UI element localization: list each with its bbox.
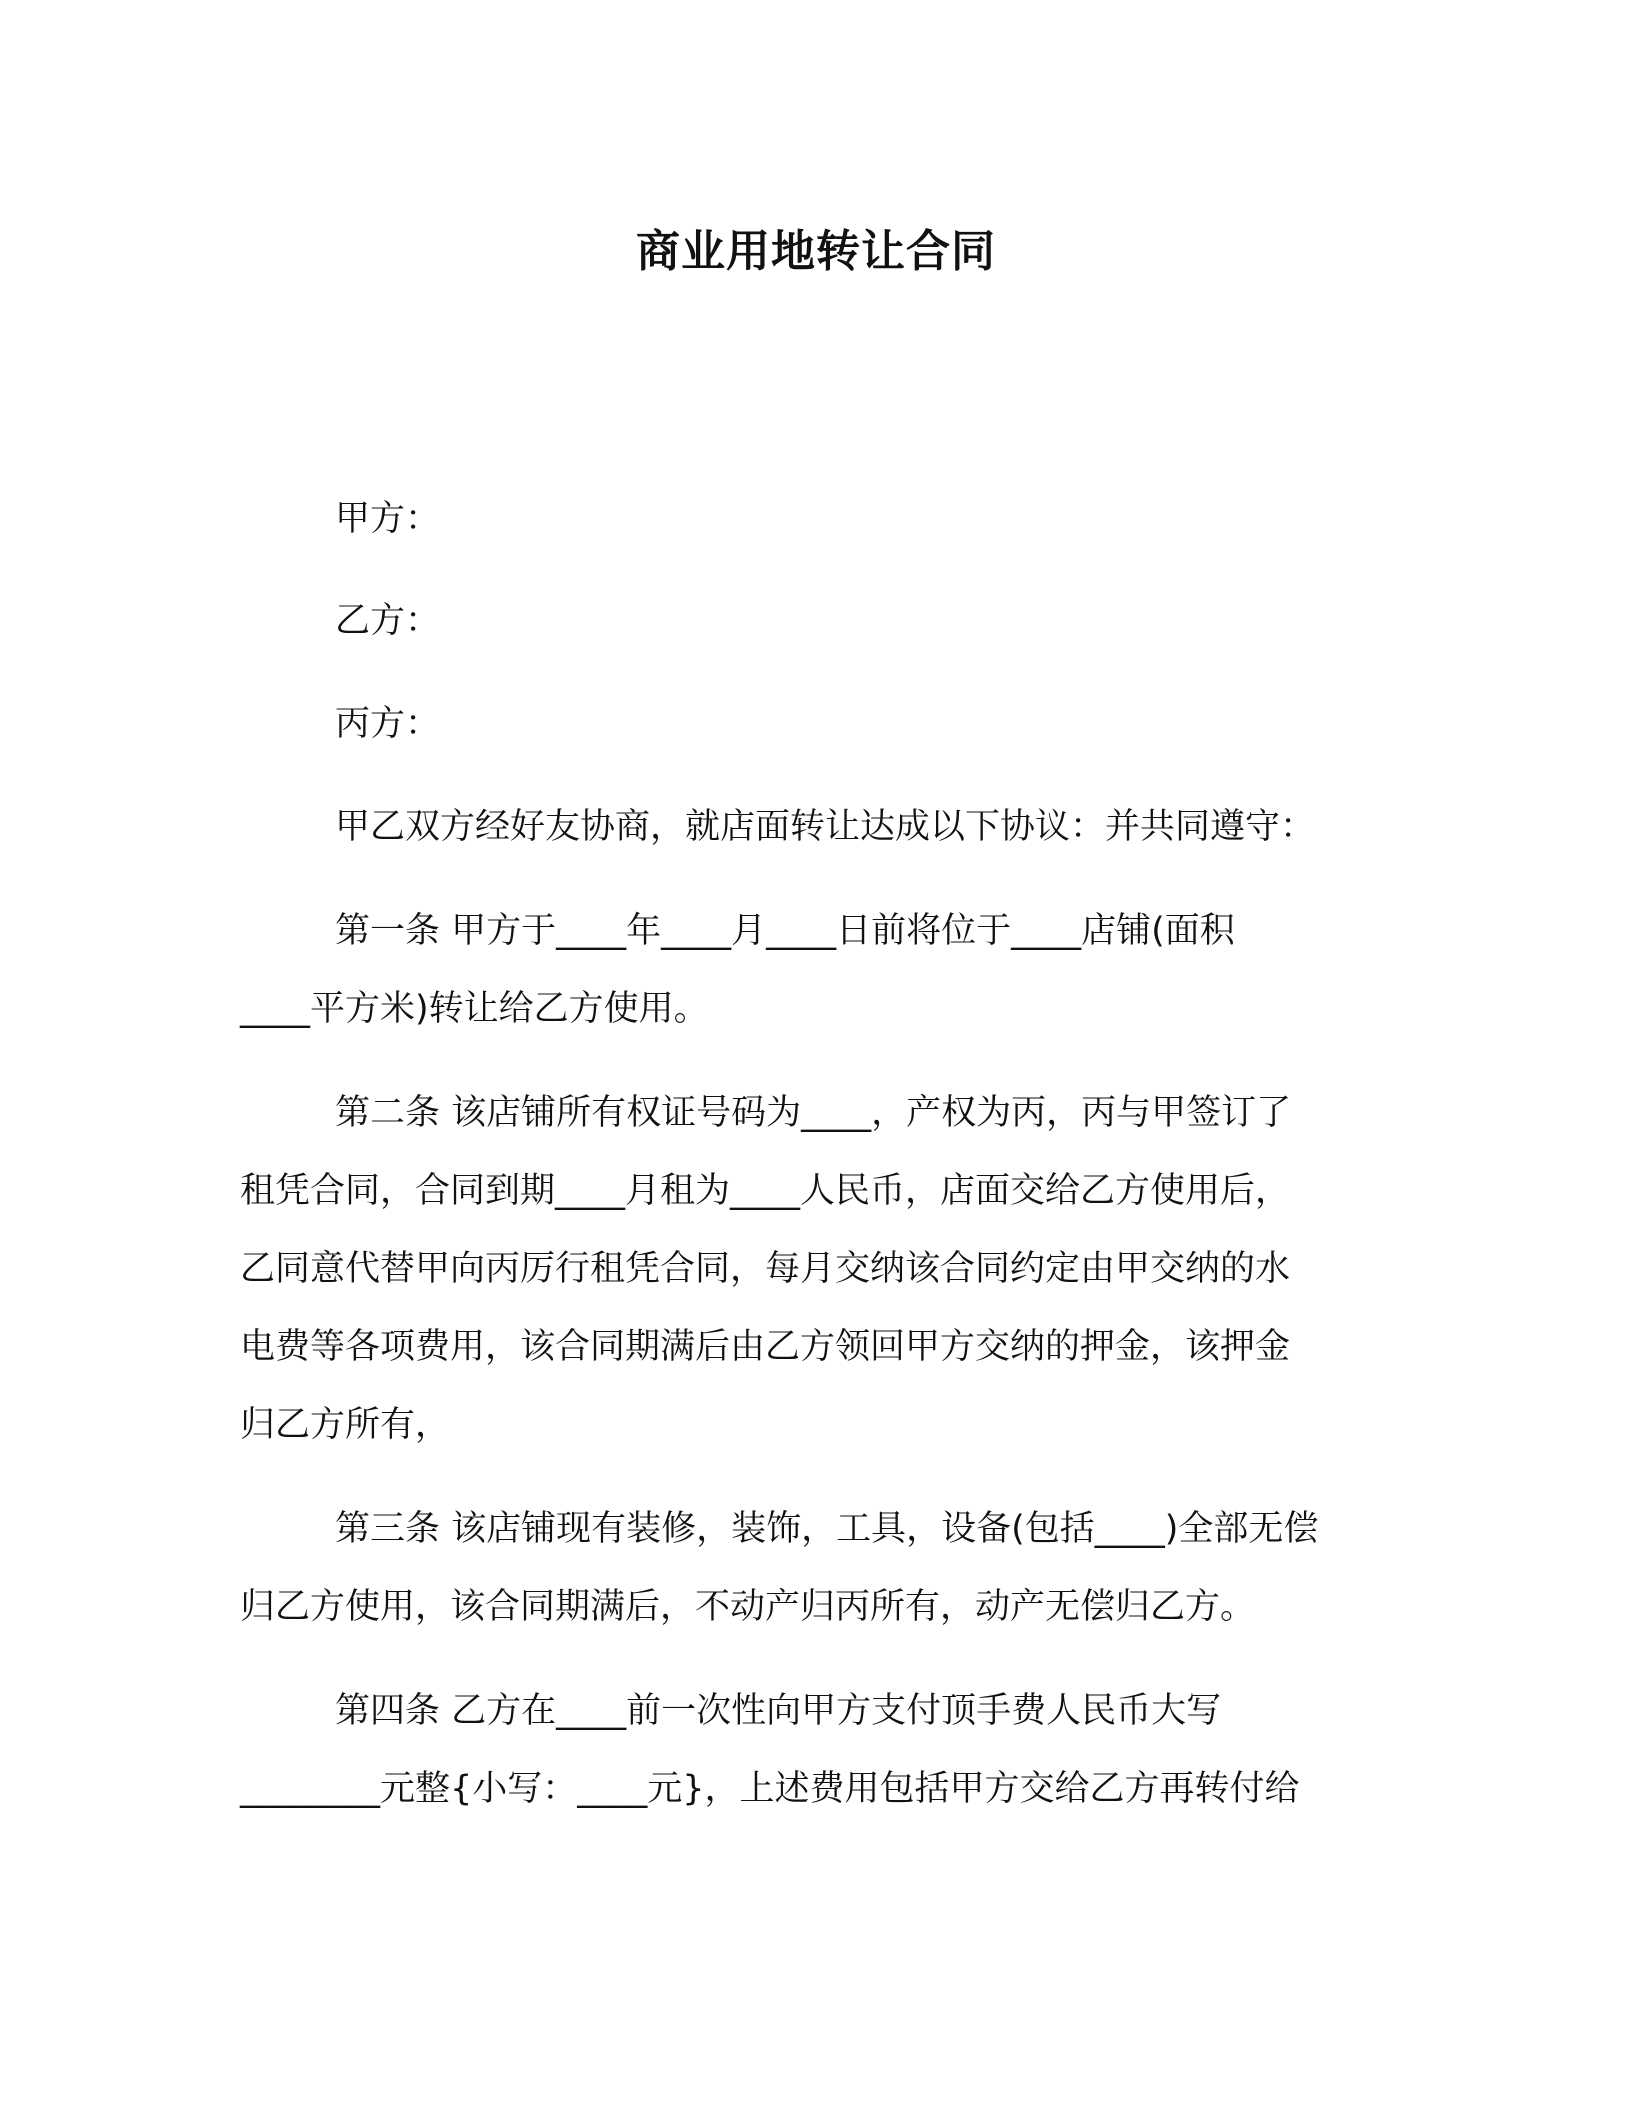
article-4-line-2: ________元整{小写：____元}，上述费用包括甲方交给乙方再转付给 [240,1769,1300,1809]
article-4-line-1: 第四条 乙方在____前一次性向甲方支付顶手费人民币大写 [335,1691,1222,1731]
article-2-line-3: 乙同意代替甲向丙厉行租凭合同，每月交纳该合同约定由甲交纳的水 [240,1249,1291,1289]
article-2-line-1: 第二条 该店铺所有权证号码为____，产权为丙，丙与甲签订了 [335,1093,1292,1133]
article-1-line-2: ____平方米)转让给乙方使用。 [240,989,709,1029]
article-2-line-2: 租凭合同，合同到期____月租为____人民币，店面交给乙方使用后， [240,1171,1291,1211]
preamble: 甲乙双方经好友协商，就店面转让达成以下协议：并共同遵守： [335,807,1316,847]
article-3-line-2: 归乙方使用，该合同期满后，不动产归丙所有，动产无偿归乙方。 [240,1587,1256,1627]
article-3-line-1: 第三条 该店铺现有装修，装饰，工具，设备(包括____)全部无偿 [335,1509,1319,1549]
party-a-label: 甲方： [335,499,441,539]
party-c-label: 丙方： [335,704,441,744]
article-2-line-5: 归乙方所有， [240,1405,451,1445]
document-title: 商业用地转让合同 [636,226,996,277]
party-b-label: 乙方： [335,601,441,641]
article-2-line-4: 电费等各项费用，该合同期满后由乙方领回甲方交纳的押金，该押金 [240,1327,1291,1367]
article-1-line-1: 第一条 甲方于____年____月____日前将位于____店铺(面积 [335,911,1235,951]
